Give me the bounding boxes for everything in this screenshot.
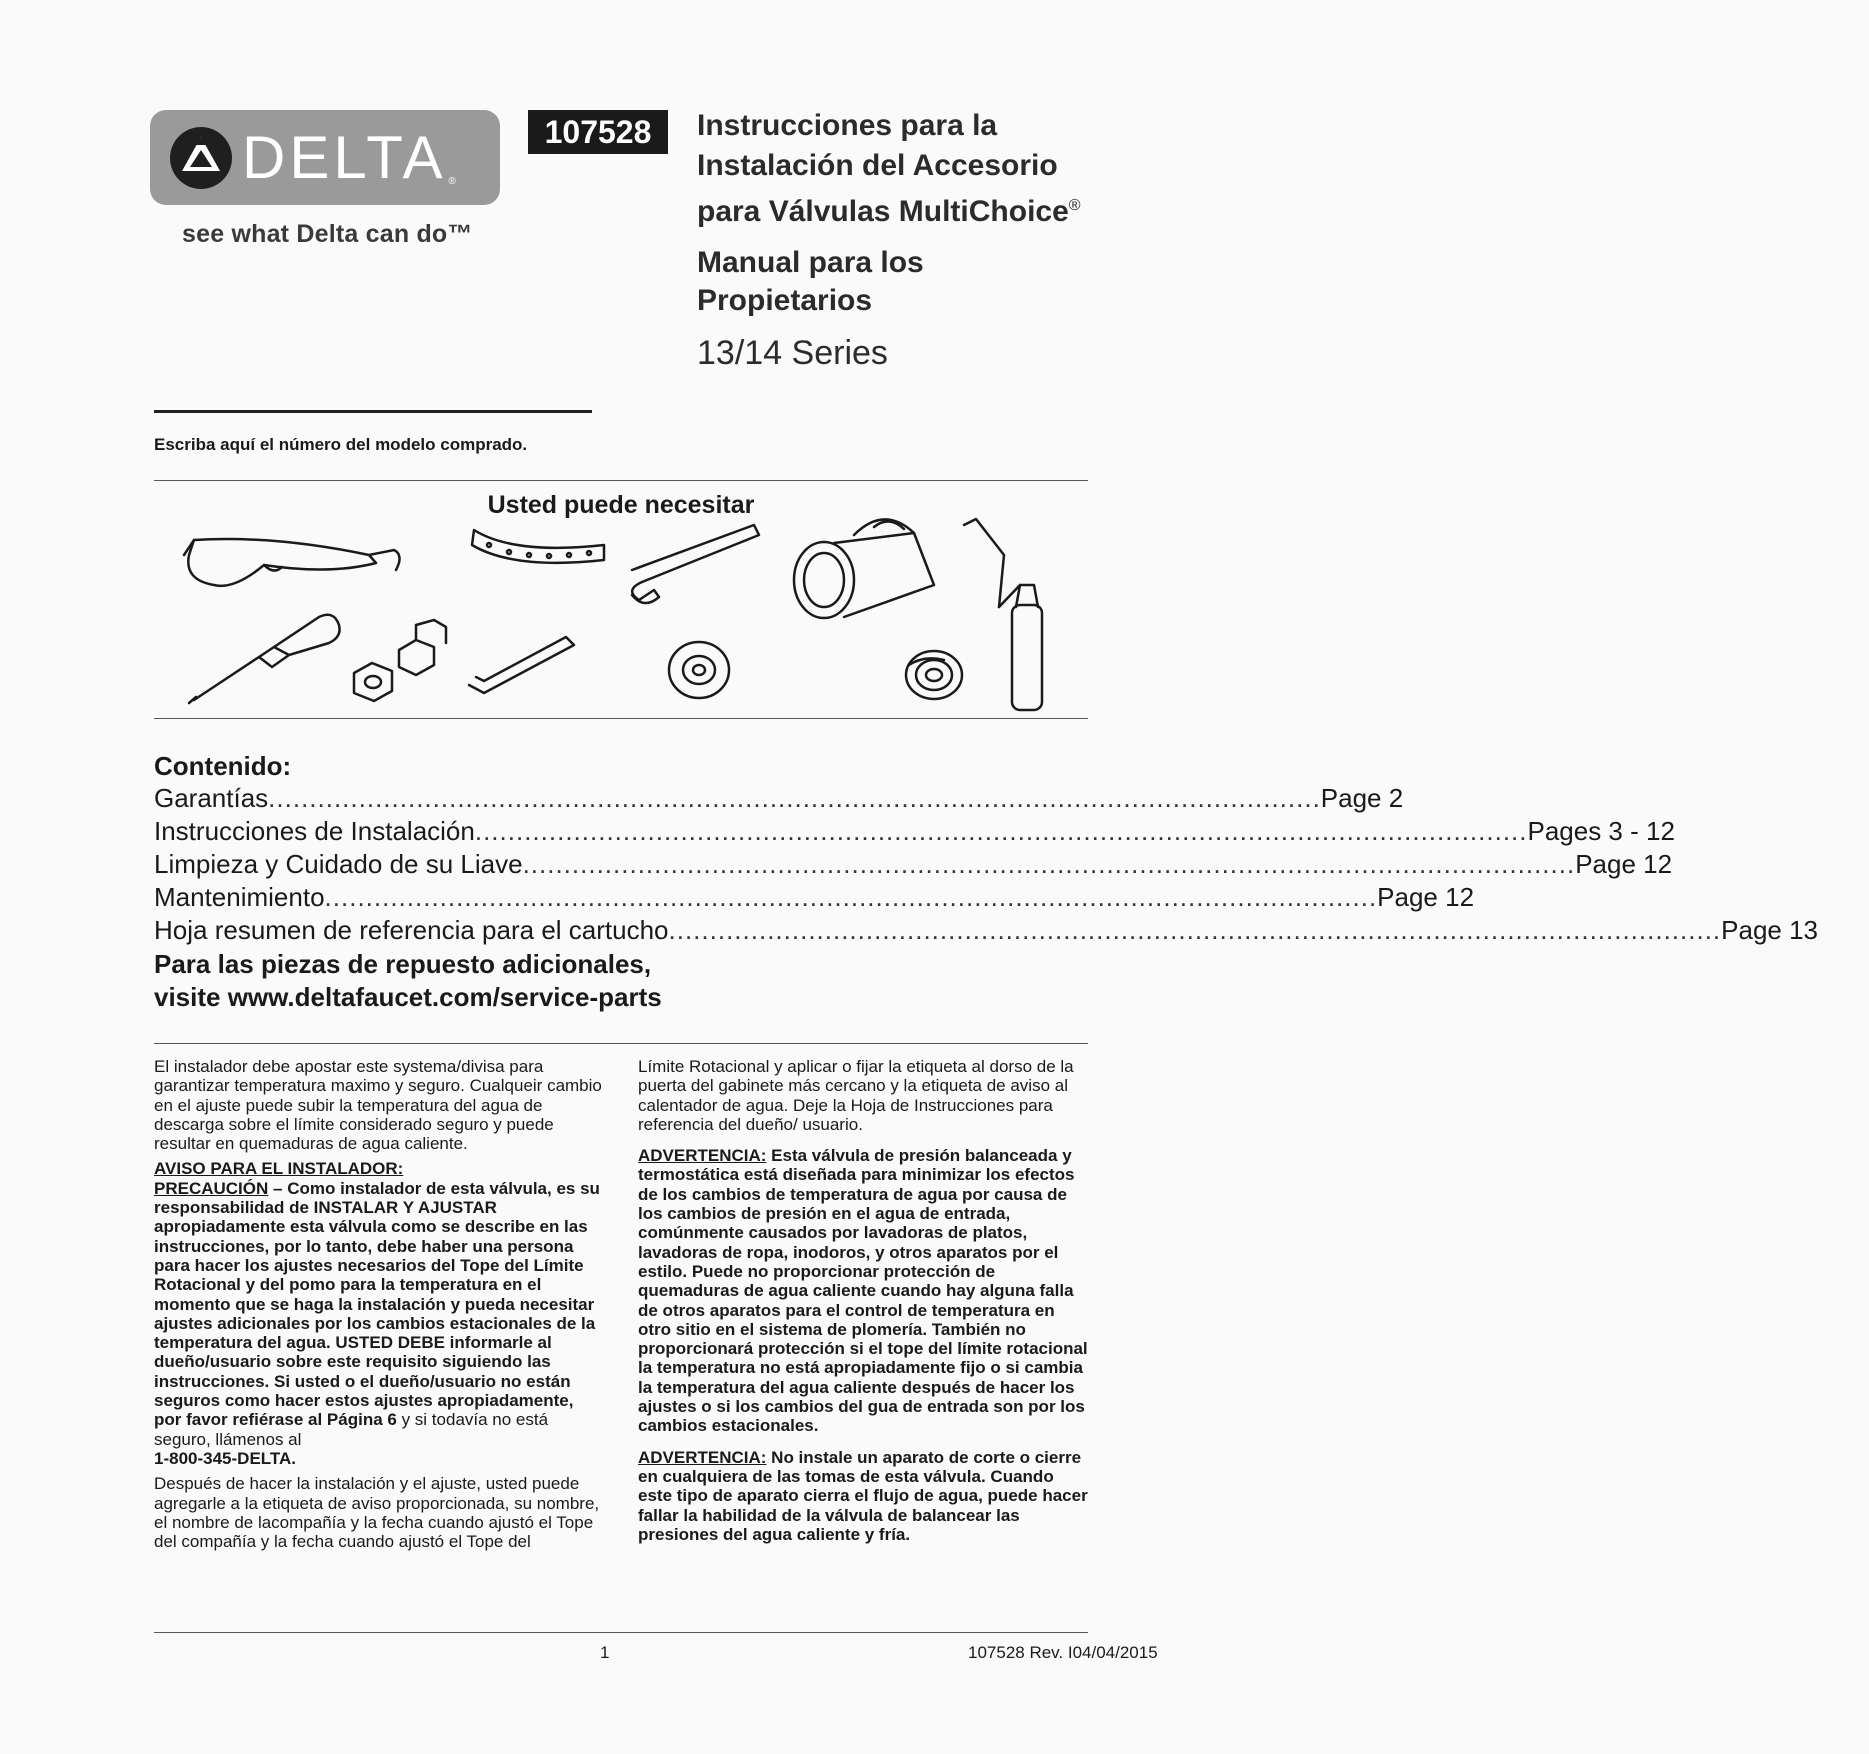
safety-glasses-icon: [184, 539, 400, 586]
model-number-badge: 107528: [528, 110, 668, 154]
contents-heading: Contenido:: [154, 751, 292, 781]
nut-icon: [354, 663, 392, 701]
pipe-plug-icon: [399, 620, 446, 675]
divider: [154, 1043, 1088, 1044]
toc-item: [154, 915, 1819, 948]
title-line-2: Instalación del Accesorio: [697, 149, 1058, 182]
title-line-3-text: para Válvulas MultiChoice: [697, 195, 1069, 228]
revision-label: 107528 Rev. I04/04/2015: [968, 1643, 1158, 1662]
warning-label: ADVERTENCIA:: [638, 1447, 767, 1467]
toc-item-page: Page 13: [1721, 915, 1819, 945]
caution-label: PRECAUCIÓN: [154, 1178, 269, 1198]
hex-key-icon: [469, 637, 574, 693]
registered-mark: ®: [1068, 197, 1081, 214]
intro-paragraph: El instalador debe apostar este systema/divisa para garantizar temperatura maximo y seguro. Cualqueir cambio en el ajuste puede subir la temperatura del agua de descarga sobre el límite considerado seguro y puede resultar en quemaduras de agua caliente.: [154, 1057, 602, 1154]
warnings-column: [638, 1057, 1090, 1550]
divider: [154, 480, 1088, 481]
caution-text: – Como instalador de esta válvula, es su responsabilidad de INSTALAR Y AJUSTAR apropiadamente esta válvula como se describe en las instrucciones, por lo tanto, debe haber una persona para hacer los ajustes necesarios del Tope del Límite Rotacional y del pomo para la temperatura en el momento que se haga la instalación y pueda necesitar ajustes adicionales por los cambios estacionales de la temperatura del agua. USTED DEBE informarle al dueño/usuario sobre este requisito siguiendo las instrucciones. Si usted o el dueño/usuario no están seguros como hacer estos ajustes apropiadamente, por favor refiérase al Página: [154, 1178, 600, 1430]
tools-heading: Usted puede necesitar: [487, 491, 755, 519]
delta-logo: [150, 110, 500, 205]
tools-illustration: [154, 515, 1088, 715]
warning-paragraph-2: [638, 1448, 1090, 1544]
document-title: [697, 106, 1081, 232]
title-line-1: Instrucciones para la: [697, 109, 998, 142]
delta-triangle-icon: [168, 125, 234, 191]
toc-item-label: Garantías: [154, 783, 269, 813]
toc-item: [154, 882, 1475, 915]
toc-item-page: Page 2: [1320, 783, 1404, 813]
toc-item-label: Limpieza y Cuidado de su Liave: [154, 849, 523, 879]
torch-icon: [964, 519, 1042, 710]
page-reference: 6: [387, 1410, 397, 1430]
warning-text: Esta válvula de presión balanceada y termostática está diseñada para minimizar los efectos de los cambios de temperatura de agua por causa de los cambios de presión en el agua de entrada, comúnmente causados por lavadoras de platos, lavadoras de ropa, inodoros, y otros aparatos por el estilo. Puede no proporcionar protección de quemaduras de agua caliente cuando hay alguna falla de otros aparatos para el control de temperatura en otro sitio en el sistema de plomería. También no proporcionará protección si el tope del límite rotacional la temperatura no está apropiadamente fijo o si cambia la temperatura del agua caliente después de hacer los ajustes o si los cambios del gua de entrada son por los cambios estacionales.: [638, 1146, 1088, 1436]
toc-item-label: Hoja resumen de referencia para el cartucho: [154, 915, 669, 945]
pipe-strap-icon: [472, 530, 604, 563]
screwdriver-icon: [189, 615, 340, 703]
after-reference-text: y si todavía no está seguro, llámenos al: [154, 1410, 549, 1449]
after-install-paragraph: Después de hacer la instalación y el ajuste, usted puede agregarle a la etiqueta de aviso proporcionada, su nombre, el nombre de lacompañía y la fecha cuando ajustó el Tope del compañía y la fecha cuando ajustó el Tope del: [154, 1474, 600, 1552]
series-label: 13/14 Series: [697, 334, 888, 372]
subtitle-line-2: Propietarios: [697, 284, 873, 317]
toc-item: [154, 783, 1404, 816]
toc-leader: ................................................................................................................................: [268, 783, 1321, 813]
continuation-paragraph: Límite Rotacional y aplicar o fijar la etiqueta al dorso de la puerta del gabinete más cercano y la etiqueta de aviso al calentador de agua. Deje la Hoja de Instrucciones para referencia del dueño/ usuario.: [638, 1057, 1074, 1134]
logo-tagline: see what Delta can do™: [182, 220, 473, 248]
service-parts-line-2: visite www.deltafaucet.com/service-parts: [154, 982, 662, 1012]
adjustable-wrench-icon: [632, 525, 759, 603]
title-line-3: [697, 186, 1081, 232]
divider: [154, 718, 1088, 719]
subtitle-line-1: Manual para los: [697, 246, 924, 279]
warning-label: ADVERTENCIA:: [638, 1146, 767, 1166]
toc-leader: ................................................................................................................................: [324, 882, 1378, 912]
installer-notice-column: [154, 1057, 604, 1557]
document-subtitle: [697, 244, 924, 320]
phone-number: 1-800-345-DELTA.: [154, 1448, 297, 1468]
notice-heading: AVISO PARA EL INSTALADOR:: [154, 1159, 404, 1179]
toc-item-label: Instrucciones de Instalación: [154, 816, 475, 846]
table-of-contents: [154, 783, 1819, 1014]
model-number-caption: Escriba aquí el número del modelo comprado.: [154, 435, 528, 454]
flashlight-icon: [794, 519, 934, 618]
toc-item: [154, 816, 1675, 849]
notice-paragraph: [154, 1159, 604, 1468]
warning-paragraph-1: [638, 1146, 1090, 1435]
toc-item-page: Page 12: [1575, 849, 1673, 879]
service-parts-line-1: Para las piezas de repuesto adicionales,: [154, 949, 652, 979]
logo-trademark: ®: [448, 176, 456, 187]
toc-leader: ................................................................................................................................: [668, 915, 1722, 945]
toc-leader: ................................................................................................................................: [522, 849, 1576, 879]
toc-leader: ................................................................................................................................: [474, 816, 1528, 846]
divider: [154, 1632, 1088, 1633]
toc-item: [154, 849, 1673, 882]
tape-roll-icon: [669, 642, 729, 698]
warning-text: No instale un aparato de corte o cierre en cualquiera de las tomas de esta válvula. Cuando este tipo de aparato cierra el flujo de agua, puede hacer fallar la habilidad de la válvula de balancear las presiones del agua caliente y fría.: [638, 1447, 1088, 1544]
solder-coil-icon: [906, 651, 962, 699]
toc-item-label: Mantenimiento: [154, 882, 325, 912]
page-number: 1: [600, 1643, 610, 1662]
toc-item-page: Pages 3 - 12: [1527, 816, 1675, 846]
logo-wordmark: DELTA: [242, 124, 447, 191]
toc-item-page: Page 12: [1377, 882, 1475, 912]
model-number-blank: [154, 410, 592, 413]
